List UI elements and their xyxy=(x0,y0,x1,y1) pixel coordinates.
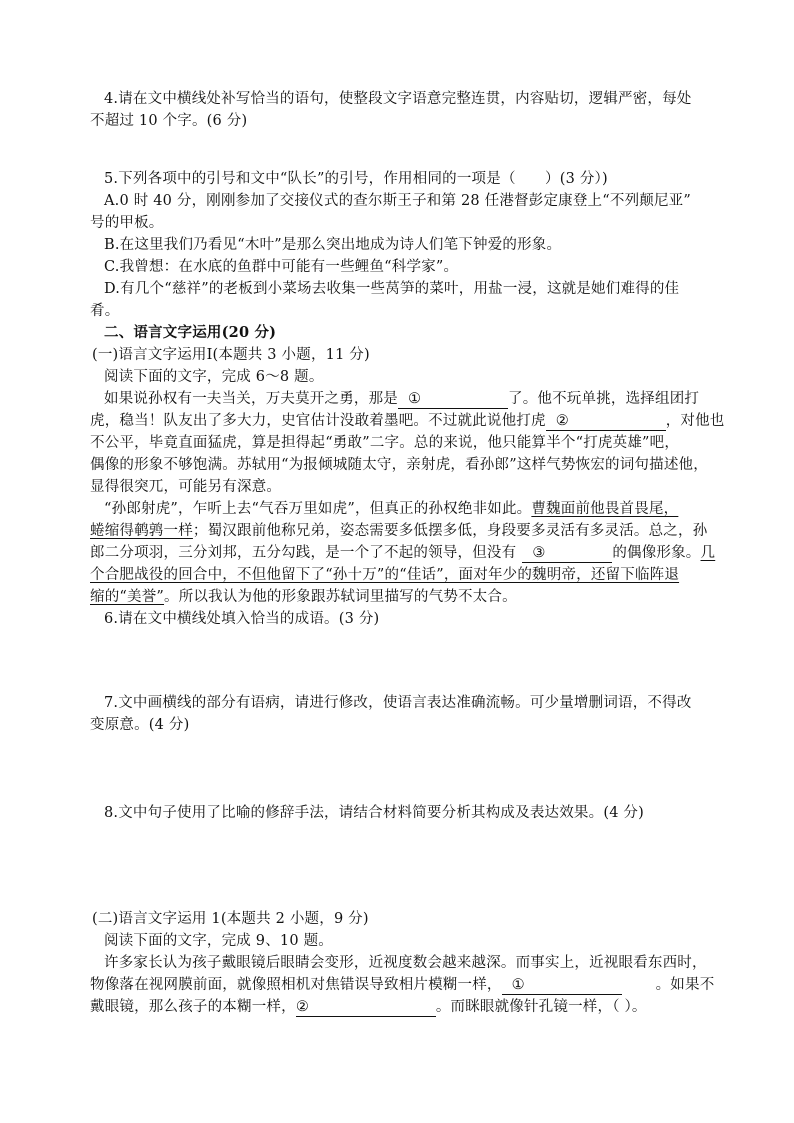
passage-1-line-5: 显得很突兀，可能另有深意。 xyxy=(90,479,282,495)
answer-blank-2[interactable]: ② xyxy=(546,412,666,431)
underlined-sentence: 缩的“美誉” xyxy=(90,589,165,605)
underlined-sentence: 几 xyxy=(700,545,716,561)
passage-text: 。所以我认为他的形象跟苏轼词里描写的气势不太合。 xyxy=(164,589,517,605)
passage-2-line-5 xyxy=(90,586,740,608)
passage-text: ；蜀汉跟前他称兄弟，姿态需要多低摆多低，身段要多灵活有多灵活。总之，孙 xyxy=(192,523,708,539)
reading-intro-2: 阅读下面的文字，完成 9、10 题。 xyxy=(104,933,333,949)
q8-stem: 8.文中句子使用了比喻的修辞手法，请结合材料简要分析其构成及表达效果。(4 分) xyxy=(104,805,644,821)
passage-text: 虎，稳当！队友出了多大力，史官估计没敢着墨吧。不过就此说他打虎 xyxy=(90,413,546,429)
answer-blank-1[interactable]: ① xyxy=(398,390,508,409)
passage-3-line-1: 许多家长认为孩子戴眼镜后眼睛会变形，近视度数会越来越深。而事实上，近视眼看东西时， xyxy=(104,955,707,971)
q6-stem: 6.请在文中横线处填入恰当的成语。(3 分) xyxy=(104,611,380,627)
underlined-sentence: 个合肥战役的回合中，不但他留下了“孙十万”的“佳话”，面对年少的魏明帝，还留下临阵退 xyxy=(90,567,680,583)
q7-line-2: 变原意。(4 分) xyxy=(90,717,190,733)
q5-option-d-line-1: D.有几个“慈祥”的老板到小菜场去收集一些莴笋的菜叶，用盐一浸，这就是她们难得的佳 xyxy=(104,281,680,297)
passage-text: 的偶像形象。 xyxy=(612,545,701,561)
passage-2-line-3 xyxy=(90,542,740,564)
passage-1-line-4: 偶像的形象不够饱满。苏轼用“为报倾城随太守，亲射虎，看孙郎”这样气势恢宏的词句描述他， xyxy=(90,457,708,473)
q5-stem: 5.下列各项中的引号和文中“队长”的引号，作用相同的一项是（ ）(3 分）) xyxy=(104,171,608,187)
q5-option-b: B.在这里我们乃看见“木叶”是那么突出地成为诗人们笔下钟爱的形象。 xyxy=(104,237,562,253)
answer-blank-3[interactable]: ③ xyxy=(522,544,612,563)
passage-text: ，对他也 xyxy=(665,413,725,429)
passage-text: 戴眼镜，那么孩子的本糊一样， xyxy=(90,999,296,1015)
q5-option-d-line-2: 肴。 xyxy=(90,303,120,319)
passage-2-line-2 xyxy=(90,520,740,542)
answer-blank-5[interactable]: ② xyxy=(296,998,436,1017)
q7-line-1: 7.文中画横线的部分有语病，请进行修改，使语言表达准确流畅。可少量增删词语，不得改 xyxy=(104,695,692,711)
q4-line-1: 4.请在文中横线处补写恰当的语句，使整段文字语意完整连贯，内容贴切，逻辑严密，每处 xyxy=(104,91,692,107)
reading-intro-1: 阅读下面的文字，完成 6～8 题。 xyxy=(104,369,324,385)
q5-option-a-line-1: A.0 时 40 分，刚刚参加了交接仪式的查尔斯王子和第 28 任港督彭定康登上“不列颠尼亚” xyxy=(104,193,691,209)
part-1-heading: (一)语言文字运用Ⅰ(本题共 3 小题，11 分) xyxy=(92,347,370,363)
passage-text: 了。他不玩单挑，选择组团打 xyxy=(508,391,700,407)
passage-text: 郎二分项羽，三分刘邦，五分勾践，是一个了不起的领导，但没有 xyxy=(90,545,517,561)
passage-1-line-2 xyxy=(90,410,740,432)
passage-3-line-3 xyxy=(90,996,740,1018)
q5-option-a-line-2: 号的甲板。 xyxy=(90,215,164,231)
q4-line-2: 不超过 10 个字。(6 分) xyxy=(90,113,248,129)
passage-text: 。如果不 xyxy=(655,977,715,993)
passage-3-line-2 xyxy=(90,974,740,996)
passage-2-line-1 xyxy=(104,498,754,520)
passage-text: “孙郎射虎”，乍听上去“气吞万里如虎”，但真正的孙权绝非如此。 xyxy=(104,501,532,517)
passage-2-line-4 xyxy=(90,564,740,586)
passage-text: 物像落在视网膜前面，就像照相机对焦错误导致相片模糊一样， xyxy=(90,977,502,993)
passage-1-line-1 xyxy=(104,388,754,410)
passage-1-line-3: 不公平，毕竟直面猛虎，算是担得起“勇敢”二字。总的来说，他只能算半个“打虎英雄”吧， xyxy=(90,435,680,451)
section-2-heading: 二、语言文字运用(20 分) xyxy=(104,324,277,341)
part-2-heading: (二)语言文字运用 1(本题共 2 小题，9 分) xyxy=(92,911,369,927)
passage-text: 如果说孙权有一夫当关，万夫莫开之勇，那是 xyxy=(104,391,398,407)
answer-blank-4[interactable]: ① xyxy=(502,976,622,995)
underlined-sentence: 蜷缩得鹌鹑一样 xyxy=(90,523,193,539)
underlined-sentence: 曹魏面前他畏首畏尾， xyxy=(531,501,679,517)
q5-option-c: C.我曾想：在水底的鱼群中可能有一些鲤鱼“科学家”。 xyxy=(104,259,459,275)
passage-text: 。而眯眼就像针孔镜一样，（ ）。 xyxy=(435,999,647,1015)
